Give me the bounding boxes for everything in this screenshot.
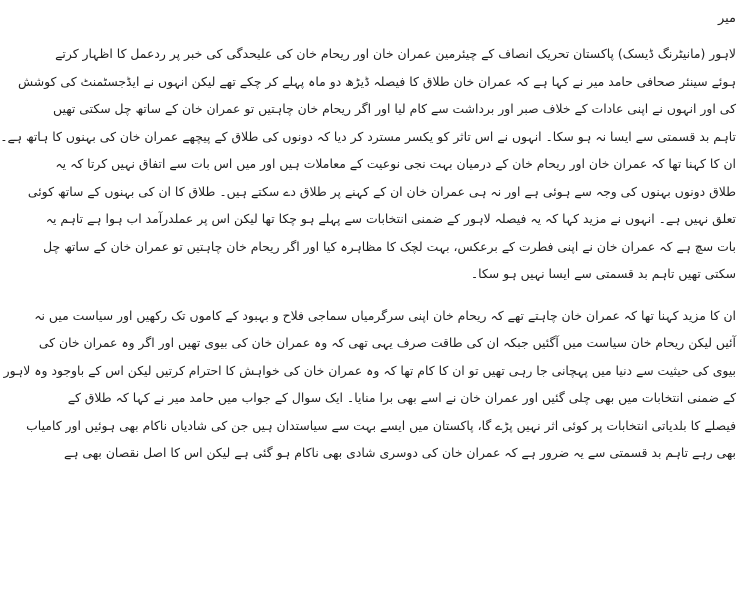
article-title: میر xyxy=(717,11,736,26)
text-line: کے ضمنی انتخابات میں بھی چلی گئیں اور عمران خان نے اسے بھی برا منایا۔ ایک سوال کے جواب میں حامد میر نے کہا کہ طلاق کے xyxy=(67,390,736,405)
text-line: سکتی تھیں تاہم بد قسمتی سے ایسا نہیں ہو سکا۔ xyxy=(470,266,736,281)
text-line: بھی رہے تاہم بد قسمتی سے یہ ضرور ہے کہ عمران خان کی دوسری شادی بھی ناکام ہو گئی ہے لیکن اس کا اصل نقصان بھی ہے xyxy=(63,445,736,460)
text-line: ہوئے سینئر صحافی حامد میر نے کہا ہے کہ عمران خان طلاق کا فیصلہ ڈیڑھ دو ماہ پہلے کر چکے تھے لیکن انہوں نے ایڈجسٹمنٹ کی کوشش xyxy=(17,73,736,89)
text-line: ان کا مزید کہنا تھا کہ عمران خان چاہتے تھے کہ ریحام خان اپنی سرگرمیاں سماجی فلاح و بہبود کے کاموں تک رکھیں اور سیاست میں نہ xyxy=(34,307,736,323)
text-line: ان کا کہنا تھا کہ عمران خان اور ریحام خان کے درمیان بہت نجی نوعیت کے معاملات ہیں اور میں اس بات سے اتفاق نہیں کرتا کہ یہ xyxy=(55,156,736,171)
text-line: تعلق نہیں ہے۔ انہوں نے مزید کہا کہ یہ فیصلہ لاہور کے ضمنی انتخابات سے پہلے ہو چکا تھا لیکن اس پر عملدرآمد اب ہوا ہے تاہم یہ xyxy=(45,211,736,226)
text-line: کی اور انہوں نے اپنی عادات کے خلاف صبر اور برداشت سے کام لیا اور اگر ریحام خان چاہتیں تو عمران خان کے ساتھ چل سکتی تھیں xyxy=(53,101,736,116)
text-line: آئیں لیکن ریحام خان سیاست میں آگئیں جبکہ ان کی طاقت صرف یہی تھی کہ وہ عمران خان کی بیوی تھیں اور اگر وہ عمران خان کی xyxy=(38,335,736,350)
text-line: بیوی کی حیثیت سے دنیا میں پہچانی جا رہی تھیں تو ان کا کام تھا کہ وہ عمران خان کی خواہش کا احترام کرتیں لیکن اس کے باوجود وہ لاہور xyxy=(3,362,736,378)
text-line: طلاق دونوں بہنوں کی وجہ سے ہوئی ہے اور نہ ہی عمران خان ان کے کہنے پر طلاق دے سکتے ہیں۔ طلاق کا ان کی بہنوں کے ساتھ کوئی xyxy=(27,183,736,199)
text-line: تاہم بد قسمتی سے ایسا نہ ہو سکا۔ انہوں نے اس تاثر کو یکسر مسترد کر دیا کہ دونوں کی طلاق کے پیچھے عمران خان کی بہنوں کا ہاتھ ہے۔ xyxy=(0,128,736,144)
paragraph-2 xyxy=(3,302,736,467)
text-line: فیصلے کا بلدیاتی انتخابات پر کوئی اثر نہیں پڑے گا، پاکستان میں ایسے بہت سے سیاستدان ہیں جن کی شادیاں ناکام بھی ہوئیں اور کامیاب xyxy=(26,417,736,433)
paragraph-gap xyxy=(158,288,736,302)
text-line: لاہور (مانیٹرنگ ڈیسک) پاکستان تحریک انصاف کے چیئرمین عمران خان اور ریحام خان کی علیحدگی کی خبر پر ردعمل کا اظہار کرتے xyxy=(55,46,736,61)
paragraph-1 xyxy=(0,40,736,288)
text-line: بات سچ ہے کہ عمران خان نے اپنی فطرت کے برعکس، بہت لچک کا مظاہرہ کیا اور اگر ریحام خان چاہتیں تو عمران خان کے ساتھ چل xyxy=(43,238,736,254)
